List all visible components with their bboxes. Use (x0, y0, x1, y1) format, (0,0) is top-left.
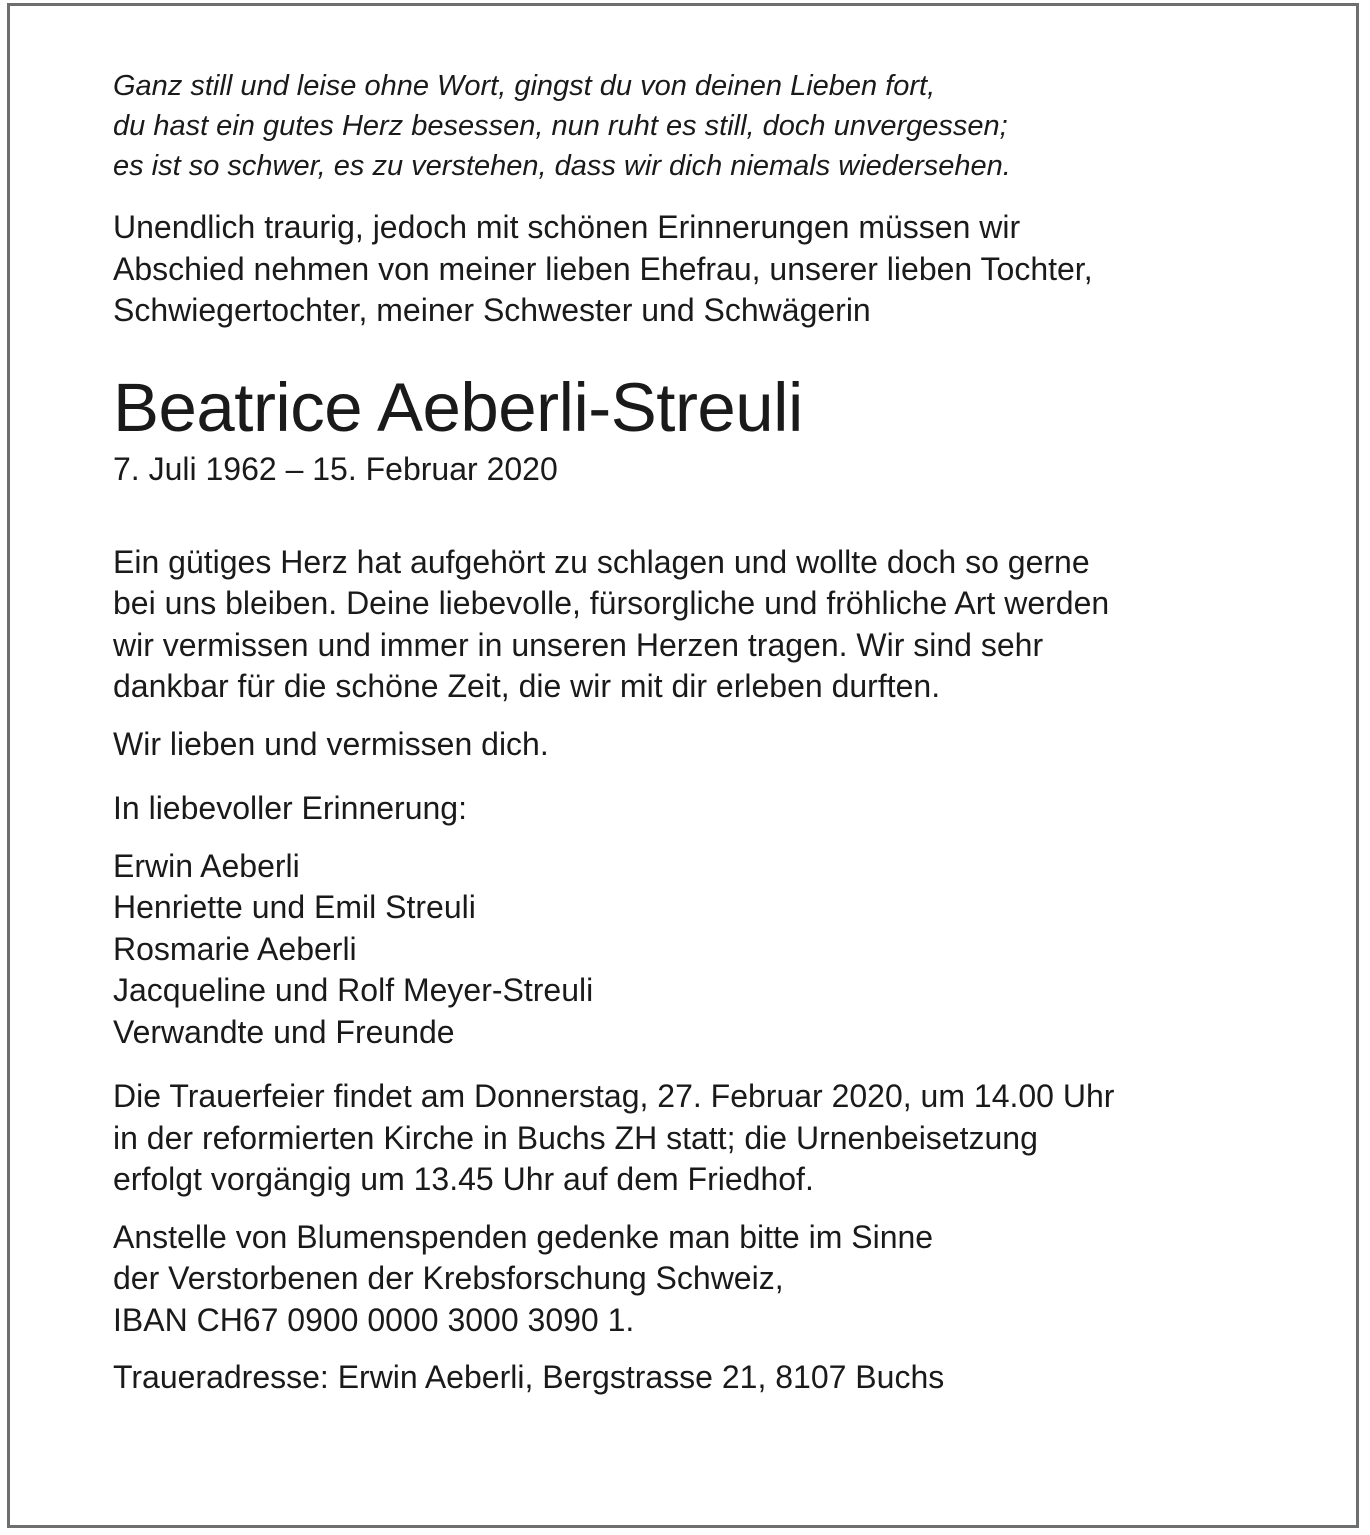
poem-verse (113, 66, 1313, 186)
intro-line: Unendlich traurig, jedoch mit schönen Erinnerungen müssen wir (113, 209, 1021, 245)
obituary-content (113, 66, 1313, 1399)
verse-line: es ist so schwer, es zu verstehen, dass wir dich niemals wiedersehen. (113, 150, 1011, 182)
verse-line: du hast ein gutes Herz besessen, nun ruht es still, doch unvergessen; (113, 110, 1008, 142)
ceremony-line: Die Trauerfeier findet am Donnerstag, 27. Februar 2020, um 14.00 Uhr (113, 1078, 1115, 1114)
life-dates: 7. Juli 1962 – 15. Februar 2020 (113, 450, 558, 487)
donations-line: IBAN CH67 0900 0000 3000 3090 1. (113, 1301, 635, 1338)
love-paragraph (113, 724, 1313, 766)
mourning-address (113, 1357, 1313, 1399)
family-member: Rosmarie Aeberli (113, 930, 357, 967)
tribute-line: bei uns bleiben. Deine liebevolle, fürsorgliche und fröhliche Art werden (113, 585, 1110, 621)
family-member: Henriette und Emil Streuli (113, 889, 476, 925)
deceased-name: Beatrice Aeberli-Streuli (113, 368, 803, 446)
intro-line: Abschied nehmen von meiner lieben Ehefrau, unserer lieben Tochter, (113, 250, 1093, 287)
ceremony-paragraph (113, 1076, 1313, 1201)
donations-paragraph (113, 1217, 1313, 1342)
tribute-line: Ein gütiges Herz hat aufgehört zu schlagen und wollte doch so gerne (113, 543, 1090, 580)
memory-heading-text: In liebevoller Erinnerung: (113, 790, 467, 826)
tribute-line: wir vermissen und immer in unseren Herzen tragen. Wir sind sehr (113, 626, 1044, 663)
love-line: Wir lieben und vermissen dich. (113, 725, 549, 762)
ceremony-line: erfolgt vorgängig um 13.45 Uhr auf dem Friedhof. (113, 1161, 814, 1197)
donations-line: der Verstorbenen der Krebsforschung Schweiz, (113, 1260, 784, 1296)
family-member: Erwin Aeberli (113, 847, 300, 884)
family-member: Verwandte und Freunde (113, 1013, 455, 1050)
tribute-paragraph (113, 542, 1313, 708)
ceremony-line: in der reformierten Kirche in Buchs ZH statt; die Urnenbeisetzung (113, 1119, 1038, 1156)
family-member: Jacqueline und Rolf Meyer-Streuli (113, 972, 594, 1008)
memory-heading (113, 788, 1313, 830)
donations-line: Anstelle von Blumenspenden gedenke man bitte im Sinne (113, 1218, 934, 1255)
intro-line: Schwiegertochter, meiner Schwester und Schwägerin (113, 292, 871, 328)
tribute-line: dankbar für die schöne Zeit, die wir mit dir erleben durften. (113, 668, 941, 704)
verse-line: Ganz still und leise ohne Wort, gingst du von deinen Lieben fort, (113, 70, 936, 102)
address-line: Traueradresse: Erwin Aeberli, Bergstrasse 21, 8107 Buchs (113, 1359, 945, 1395)
family-list (113, 846, 1313, 1054)
intro-paragraph (113, 207, 1313, 332)
